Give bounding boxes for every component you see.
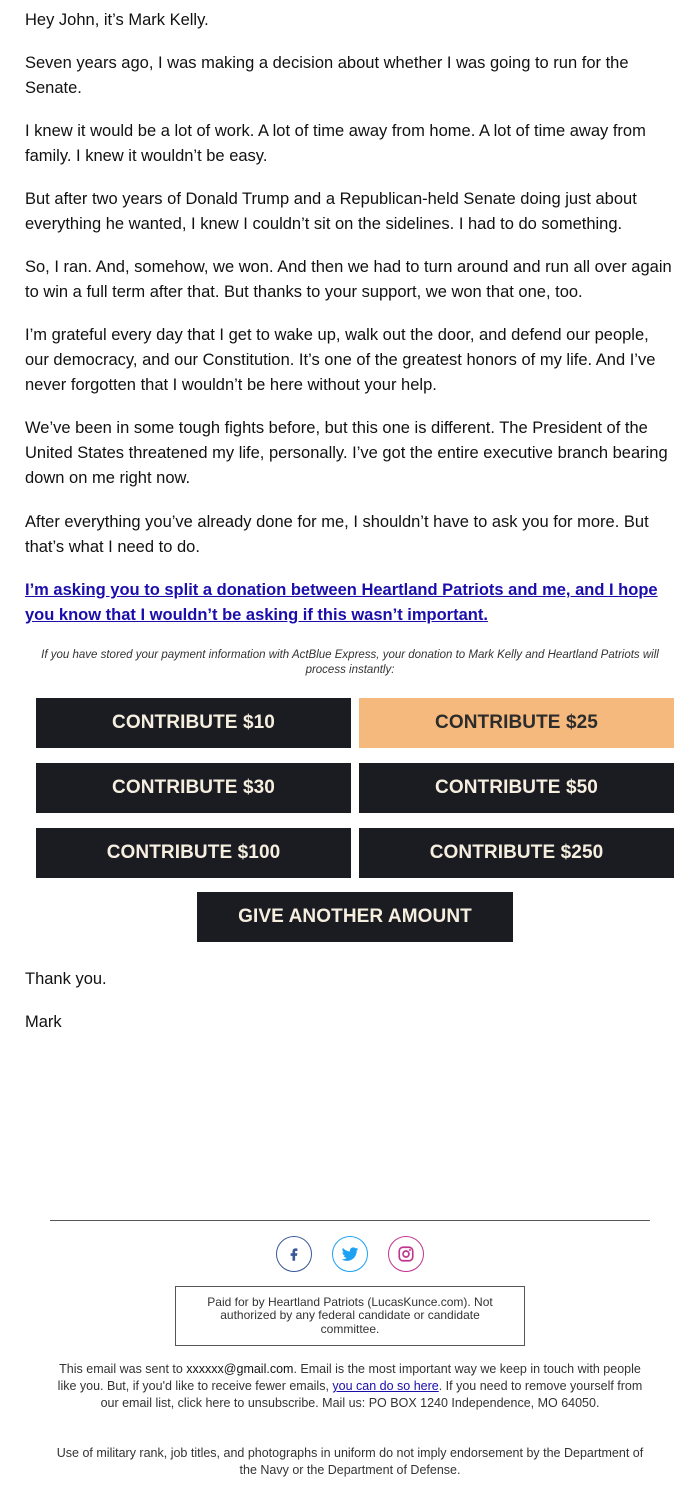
thank-you-text: Thank you. [25,970,107,988]
paragraph-4: So, I ran. And, somehow, we won. And then we had to turn around and run all over again to win a full term after that. But thanks to your support, we won that one, too. [25,258,672,301]
greeting: Hey John, it’s Mark Kelly. [25,11,209,29]
contribute-250-button[interactable]: CONTRIBUTE $250 [359,828,674,878]
contribute-100-button[interactable]: CONTRIBUTE $100 [36,828,351,878]
twitter-link[interactable] [332,1236,368,1272]
sent-to-prefix: This email was sent to [59,1362,187,1376]
give-another-amount-button[interactable]: GIVE ANOTHER AMOUNT [197,892,513,942]
paragraph-6: We’ve been in some tough fights before, but this one is different. The President of the United States threatened my life, personally. I’ve got the entire executive branch bearing down on me right now. [25,419,668,487]
contribute-25-button[interactable]: CONTRIBUTE $25 [359,698,674,748]
paragraph-3: But after two years of Donald Trump and a Republican-held Senate doing just about everything he wanted, I knew I couldn’t sit on the sidelines. I had to do something. [25,190,637,233]
sent-to-suffix: . If you need to remove yourself from our email list, click here to unsubscribe. Mail us: PO BOX 1240 Independence, MO 64050. [100,1379,643,1410]
instagram-link[interactable] [388,1236,424,1272]
recipient-email: xxxxxx@gmail.com [186,1362,294,1376]
sent-to-middle: . Email is the most important way we keep in touch with people like you. But, if you'd like to receive fewer emails, [57,1362,641,1393]
instagram-icon [397,1245,415,1263]
facebook-icon [285,1245,303,1263]
footer-email-notice [50,1361,650,1412]
paragraph-2: I knew it would be a lot of work. A lot of time away from home. A lot of time away from family. I knew it wouldn’t be easy. [25,122,646,165]
signature: Mark [25,1013,62,1031]
paragraph-5: I’m grateful every day that I get to wake up, walk out the door, and defend our people, our democracy, and our Constitution. It’s one of the greatest honors of my life. And I’ve never forgotten that I wouldn’t be here without your help. [25,326,656,394]
facebook-link[interactable] [276,1236,312,1272]
fewer-emails-link[interactable]: you can do so here [332,1379,439,1393]
contribute-10-button[interactable]: CONTRIBUTE $10 [36,698,351,748]
paragraph-7: After everything you’ve already done for me, I shouldn’t have to ask you for more. But that’s what I need to do. [25,513,649,556]
footer-divider [50,1220,650,1221]
contribute-30-button[interactable]: CONTRIBUTE $30 [36,763,351,813]
contribute-50-button[interactable]: CONTRIBUTE $50 [359,763,674,813]
military-disclaimer: Use of military rank, job titles, and photographs in uniform do not imply endorsement by the Department of the Navy or the Department of Defense. [56,1446,644,1477]
paid-for-text: Paid for by Heartland Patriots (LucasKunce.com). Not authorized by any federal candidate or candidate committee. [207,1294,493,1336]
twitter-icon [340,1244,360,1264]
paid-for-disclaimer-box [175,1286,525,1346]
donation-ask-link[interactable]: I’m asking you to split a donation between Heartland Patriots and me, and I hope you know that I wouldn’t be asking if this wasn’t important. [25,581,658,624]
paragraph-1: Seven years ago, I was making a decision about whether I was going to run for the Senate. [25,54,629,97]
actblue-express-note: If you have stored your payment information with ActBlue Express, your donation to Mark Kelly and Heartland Patriots will process instantly: [41,649,659,676]
